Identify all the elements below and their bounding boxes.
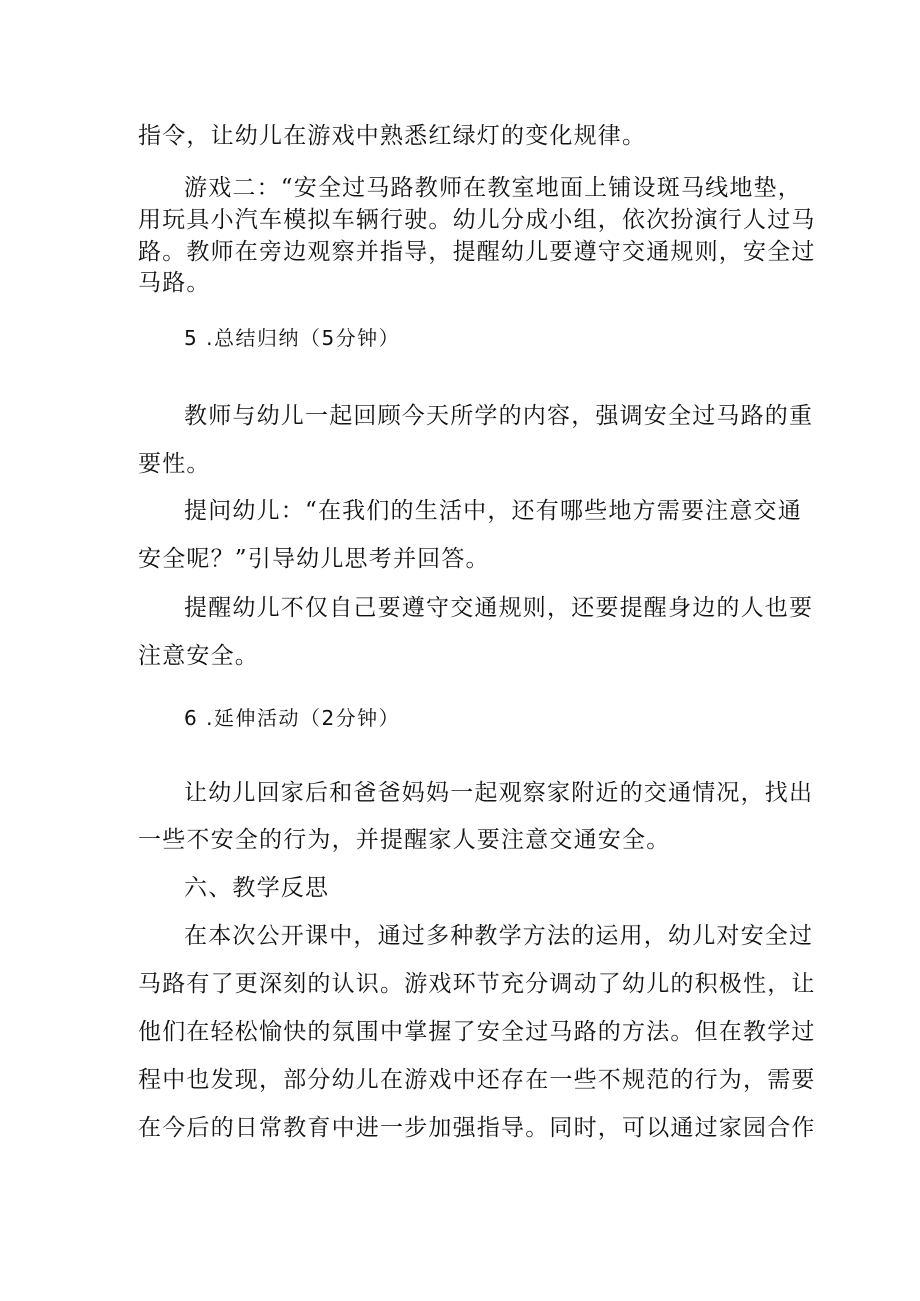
text-line: 让幼儿回家后和爸爸妈妈一起观察家附近的交通情况，找出 [184, 780, 814, 806]
text-line: 安全呢？”引导幼儿思考并回答。 [138, 546, 490, 572]
text-line: 在今后的日常教育中进一步加强指导。同时，可以通过家园合作 [138, 1115, 816, 1141]
text-line: 游戏二：“安全过马路教师在教室地面上铺设斑马线地垫， [184, 175, 802, 201]
text-line: 教师与幼儿一起回顾今天所学的内容，强调安全过马路的重 [184, 403, 814, 429]
text-line: 指令，让幼儿在游戏中熟悉红绿灯的变化规律。 [138, 123, 647, 149]
text-line: 马路。 [138, 270, 211, 296]
text-line: 在本次公开课中，通过多种教学方法的运用，幼儿对安全过 [184, 923, 814, 949]
text-line: 路。教师在旁边观察并指导，提醒幼儿要遵守交通规则，安全过 [138, 239, 816, 265]
text-line: 提问幼儿：“在我们的生活中，还有哪些地方需要注意交通 [184, 498, 802, 524]
text-line: 用玩具小汽车模拟车辆行驶。幼儿分成小组，依次扮演行人过马 [138, 207, 816, 233]
section-heading: 5 .总结归纳（5分钟） [184, 326, 401, 350]
text-line: 马路有了更深刻的认识。游戏环节充分调动了幼儿的积极性，让 [138, 971, 816, 997]
text-line: 提醒幼儿不仅自己要遵守交通规则，还要提醒身边的人也要 [184, 595, 814, 621]
text-line: 一些不安全的行为，并提醒家人要注意交通安全。 [138, 827, 671, 853]
section-heading: 6 .延伸活动（2分钟） [184, 706, 401, 730]
text-line: 程中也发现，部分幼儿在游戏中还存在一些不规范的行为，需要 [138, 1067, 816, 1093]
text-line: 注意安全。 [138, 643, 259, 669]
section-heading: 六、教学反思 [184, 875, 330, 901]
text-line: 要性。 [138, 451, 211, 477]
text-line: 他们在轻松愉快的氛围中掌握了安全过马路的方法。但在教学过 [138, 1019, 816, 1045]
